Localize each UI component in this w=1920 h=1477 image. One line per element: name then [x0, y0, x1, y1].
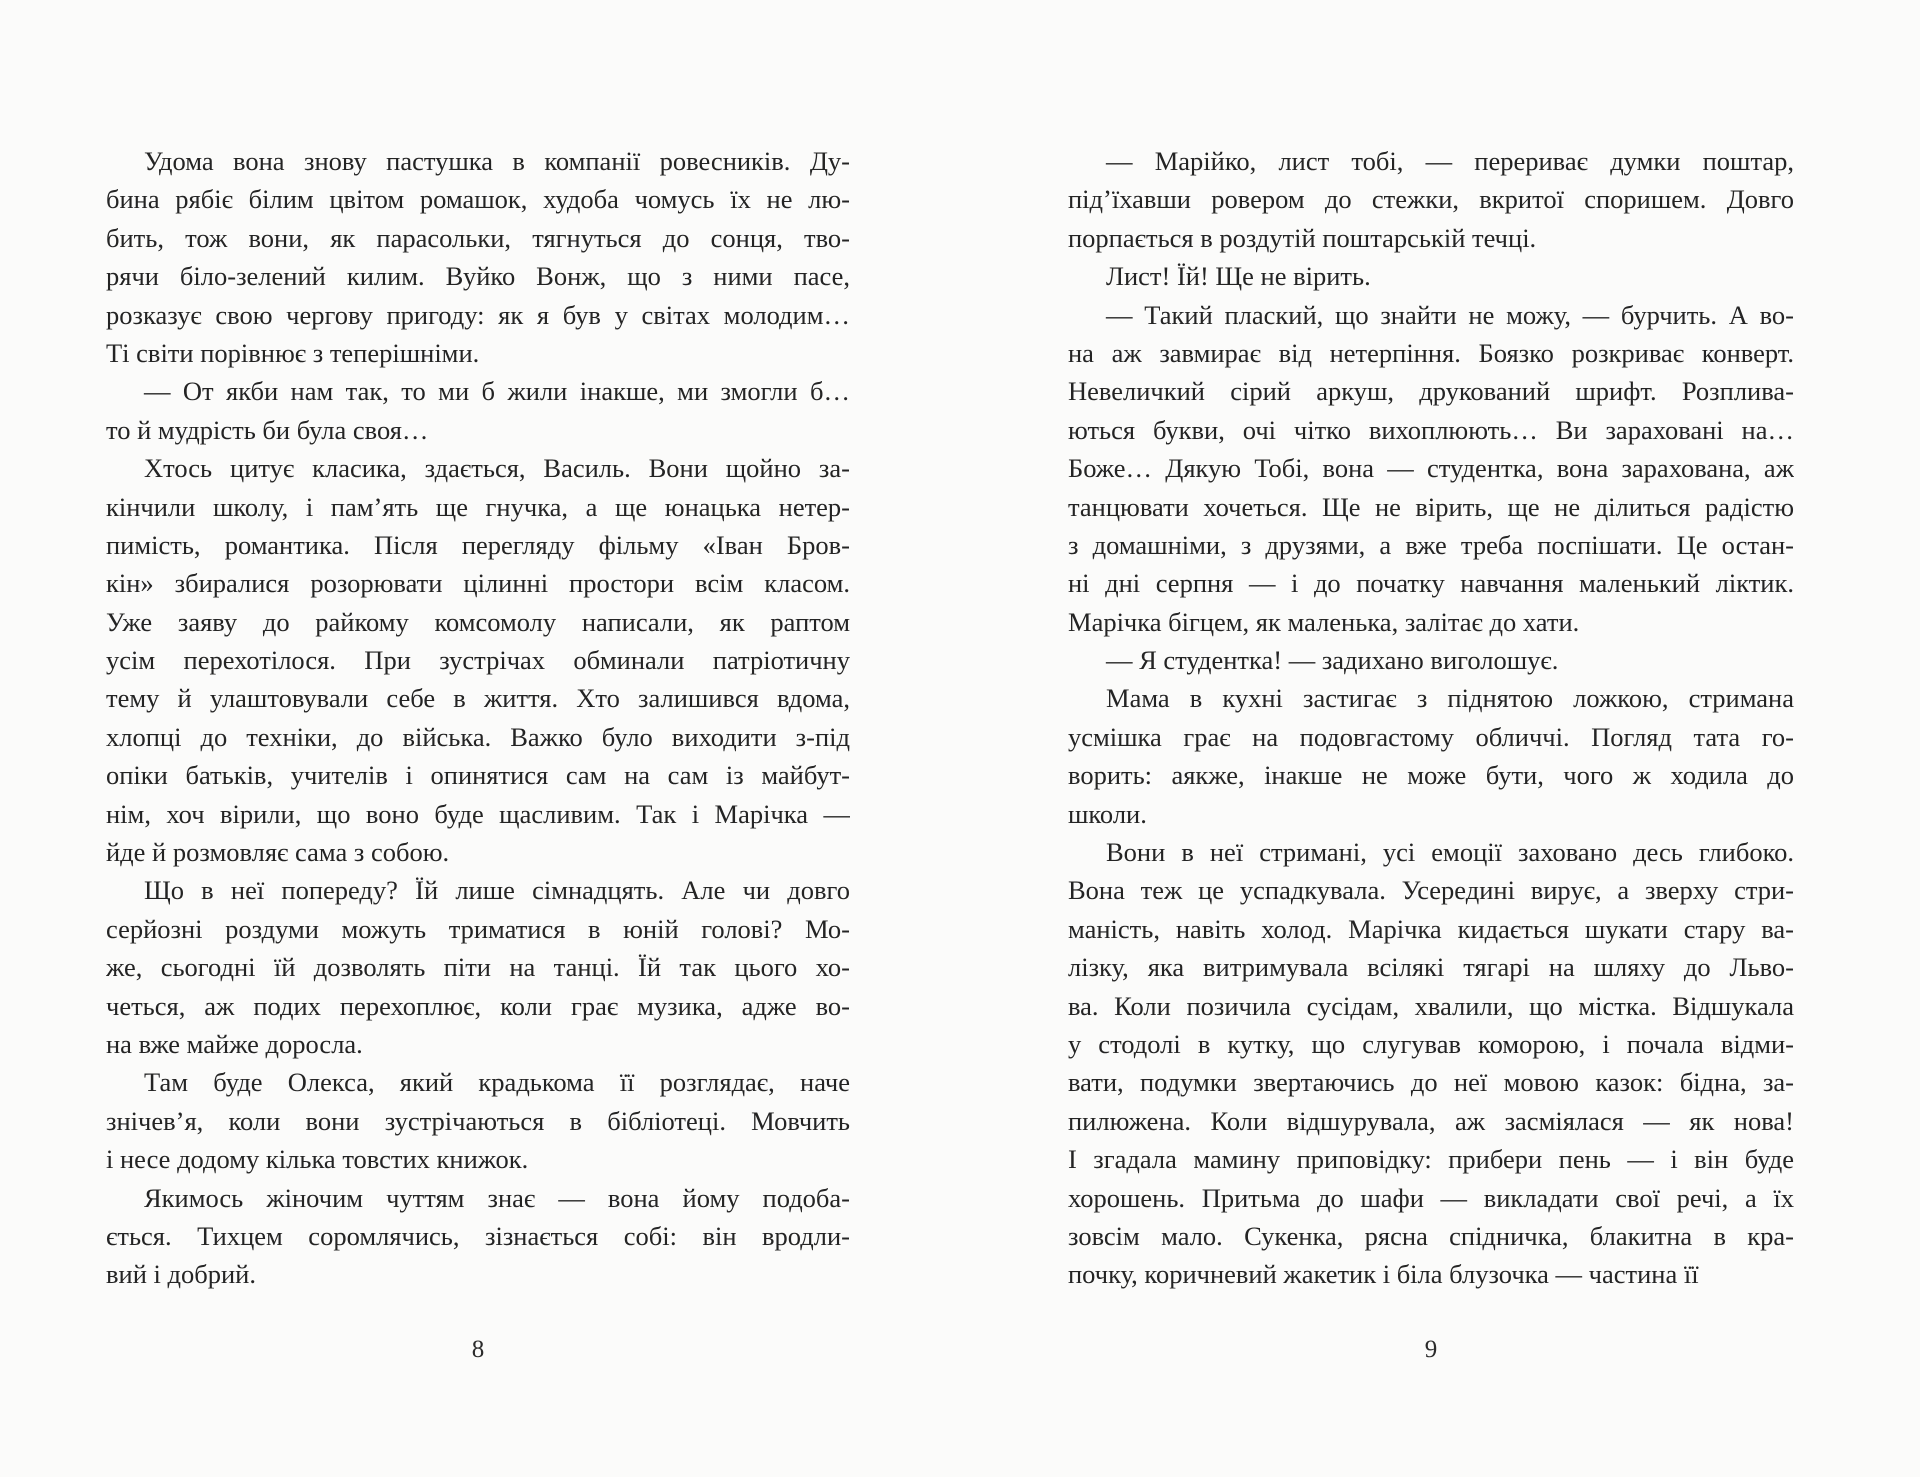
- page-left-text: [106, 142, 850, 1294]
- text-line: розказує свою чергову пригоду: як я був у світах молодим…: [106, 299, 850, 330]
- text-line: вати, подумки звертаючись до неї мовою казок: бідна, за-: [1068, 1067, 1794, 1098]
- text-line: хлопці до техніки, до війська. Важко було виходити з-під: [106, 721, 850, 752]
- text-line: школи.: [1068, 798, 1147, 829]
- text-line: на вже майже доросла.: [106, 1028, 363, 1059]
- text-line: ва. Коли позичила сусідам, хвалили, що містка. Відшукала: [1068, 990, 1794, 1021]
- page-number-right: 9: [1424, 1336, 1438, 1363]
- text-line: Лист! Їй! Ще не вірить.: [1106, 261, 1371, 292]
- text-line: опіки батьків, учителів і опинятися сам на сам із майбут-: [106, 760, 850, 791]
- text-line: же, сьогодні їй дозволять піти на танці. Їй так цього хо-: [106, 952, 850, 983]
- text-line: серйозні роздуми можуть триматися в юній голові? Мо-: [106, 913, 850, 944]
- text-line: під’їхавши ровером до стежки, вкритої споришем. Довго: [1068, 184, 1794, 215]
- text-line: — Марійко, лист тобі, — перериває думки поштар,: [1106, 146, 1794, 176]
- text-line: усім перехотілося. При зустрічах обминали патріотичну: [106, 645, 850, 676]
- text-line: тему й улаштовували себе в життя. Хто залишився вдома,: [106, 683, 850, 714]
- text-line: ється. Тихцем соромлячись, зізнається собі: він вродли-: [106, 1220, 850, 1251]
- text-line: Марічка бігцем, як маленька, залітає до хати.: [1068, 606, 1580, 637]
- text-line: Мама в кухні застигає з піднятою ложкою, стримана: [1106, 683, 1794, 714]
- text-line: Що в неї попереду? Їй лише сімнадцять. Але чи довго: [144, 875, 850, 906]
- text-line: з домашніми, з друзями, а вже треба поспішати. Це остан-: [1068, 529, 1794, 560]
- text-line: кін» збиралися розорювати цілинні простори всім класом.: [106, 568, 850, 599]
- text-line: бить, тож вони, як парасольки, тягнуться до сонця, тво-: [106, 222, 850, 253]
- text-line: маність, навіть холод. Марічка кидається шукати стару ва-: [1068, 913, 1794, 944]
- text-line: лізку, яка витримувала всілякі тягарі на шляху до Льво-: [1068, 952, 1794, 983]
- text-line: Якимось жіночим чуттям знає — вона йому подоба-: [144, 1182, 850, 1213]
- text-line: ються букви, очі чітко вихоплюють… Ви зараховані на…: [1068, 414, 1794, 445]
- text-line: Ті світи порівнює з теперішніми.: [106, 337, 480, 368]
- text-line: четься, аж подих перехоплює, коли грає музика, адже во-: [106, 990, 850, 1021]
- text-line: Уже заяву до райкому комсомолу написали, як раптом: [106, 606, 850, 637]
- text-line: нім, хоч вірили, що воно буде щасливим. Так і Марічка —: [106, 798, 850, 829]
- text-line: пимість, романтика. Після перегляду фільму «Іван Бров-: [106, 529, 850, 560]
- text-line: танцювати хочеться. Ще не вірить, ще не ділиться радістю: [1068, 491, 1794, 522]
- text-line: бина рябіє білим цвітом ромашок, худоба чомусь їх не лю-: [106, 184, 850, 215]
- text-line: порпається в роздутій поштарській течці.: [1068, 222, 1537, 253]
- text-line: — Я студентка! — задихано виголошує.: [1106, 645, 1559, 676]
- text-line: — От якби нам так, то ми б жили інакше, ми змогли б…: [144, 376, 850, 407]
- text-line: знічев’я, коли вони зустрічаються в бібліотеці. Мовчить: [106, 1105, 850, 1136]
- text-line: пилюжена. Коли відшурувала, аж засміялася — як нова!: [1068, 1105, 1794, 1136]
- text-line: у стодолі в кутку, що слугував коморою, і почала відми-: [1068, 1028, 1794, 1059]
- text-line: і несе додому кілька товстих книжок.: [106, 1144, 529, 1175]
- text-line: вий і добрий.: [106, 1259, 256, 1290]
- text-line: то й мудрість би була своя…: [106, 414, 429, 445]
- text-line: — Такий плаский, що знайти не можу, — бурчить. А во-: [1106, 299, 1794, 330]
- text-line: ні дні серпня — і до початку навчання маленький ліктик.: [1068, 568, 1794, 599]
- page-number-left: 8: [471, 1336, 485, 1363]
- text-line: Вона теж це успадкувала. Усередині вирує, а зверху стри-: [1068, 875, 1794, 906]
- text-line: Хтось цитує класика, здається, Василь. Вони щойно за-: [144, 453, 850, 484]
- text-line: Удома вона знову пастушка в компанії ровесників. Ду-: [144, 146, 850, 176]
- text-line: почку, коричневий жакетик і біла блузочка — частина її: [1068, 1259, 1699, 1290]
- text-line: кінчили школу, і пам’ять ще гнучка, а ще юнацька нетер-: [106, 491, 850, 522]
- text-line: Вони в неї стримані, усі емоції заховано десь глибоко.: [1106, 837, 1794, 868]
- text-line: Там буде Олекса, який крадькома її розглядає, наче: [144, 1067, 850, 1098]
- text-line: рячи біло-зелений килим. Вуйко Вонж, що з ними пасе,: [106, 261, 850, 292]
- text-line: усмішка грає на подовгастому обличчі. Погляд тата го-: [1068, 721, 1794, 752]
- text-line: Невеличкий сірий аркуш, друкований шрифт. Розплива-: [1068, 376, 1794, 407]
- text-line: Боже… Дякую Тобі, вона — студентка, вона зарахована, аж: [1068, 453, 1794, 484]
- text-line: ворить: аякже, інакше не може бути, чого ж ходила до: [1068, 760, 1794, 791]
- text-line: йде й розмовляє сама з собою.: [106, 837, 450, 868]
- text-line: І згадала мамину приповідку: прибери пень — і він буде: [1068, 1144, 1794, 1175]
- text-line: на аж завмирає від нетерпіння. Боязко розкриває конверт.: [1068, 337, 1794, 368]
- text-line: хорошень. Притьма до шафи — викладати свої речі, а їх: [1068, 1182, 1794, 1213]
- text-line: зовсім мало. Сукенка, рясна спідничка, блакитна в кра-: [1068, 1220, 1794, 1251]
- page-right-text: [1068, 142, 1794, 1294]
